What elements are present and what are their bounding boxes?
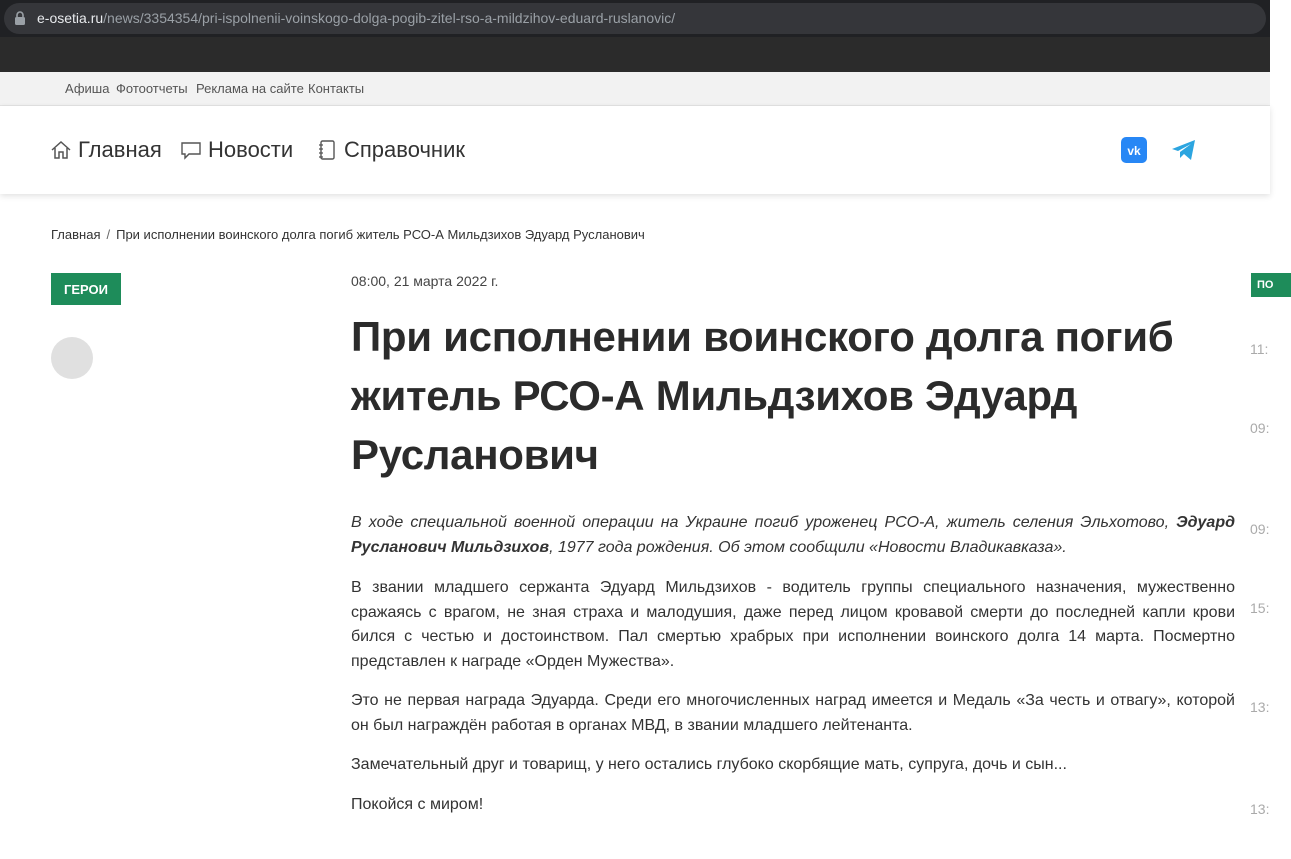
sidebar-time-4: 15: [1250,600,1270,616]
chat-bubble-icon [180,139,202,161]
top-nav-contacts[interactable]: Контакты [308,81,365,96]
main-nav-directory-label: Справочник [344,137,465,162]
site-header [0,106,1270,194]
article-paragraph-2: Это не первая награда Эдуарда. Среди его многочисленных наград имеется и Медаль «За честь и отвагу», которой он был награждён работая в органах МВД, в звании младшего лейтенанта. [351,692,1235,734]
top-nav-afisha[interactable]: Афиша [65,81,110,96]
article-title: При исполнении воинского долга погиб житель РСО-А Мильдзихов Эдуард Русланович [351,313,1174,478]
browser-address-bar [0,0,1270,37]
main-nav-news-label: Новости [208,137,294,162]
url-text [37,10,675,26]
top-utility-nav [0,72,1270,106]
article-paragraph-1: В звании младшего сержанта Эдуард Мильдзихов - водитель группы специального назначения, мужественно сражаясь с врагом, не зная страха и малодушия, даже перед лицом кровавой смерти до последней капли крови бился с честью и достоинством. Пал смертью храбрых при исполнении воинского долга 14 марта. Посмертно представлен к награде «Орден Мужества». [351,579,1235,670]
sidebar-tag[interactable]: ПО [1251,273,1291,297]
sidebar-time-5: 13: [1250,699,1270,715]
vk-icon[interactable] [1121,137,1147,163]
article-paragraph-3: Замечательный друг и товарищ, у него остались глубоко скорбящие мать, супруга, дочь и сын... [351,756,1067,773]
url-host: e-osetia.ru [37,10,104,26]
main-nav-directory[interactable] [316,136,465,164]
article-body [351,511,1235,832]
lead-text-start: В ходе специальной военной операции на Украине погиб уроженец РСО-А, житель селения Эльхотово, [351,514,1177,531]
telegram-icon[interactable] [1171,137,1197,163]
article-date: 08:00, 21 марта 2022 г. [351,273,499,289]
lead-name: Эдуард Русланович Мильдзихов [351,514,1235,556]
notebook-icon [316,139,338,161]
top-nav-photo-reports[interactable]: Фотоотчеты [116,81,188,96]
url-field[interactable] [4,3,1266,34]
browser-toolbar-strip [0,37,1270,72]
svg-text:vk: vk [1127,144,1141,158]
url-path: /news/3354354/pri-ispolnenii-voinskogo-dolga-pogib-zitel-rso-a-mildzihov-eduard-ruslanovic/ [103,10,676,26]
top-nav-advertising[interactable]: Реклама на сайте [196,81,304,96]
breadcrumb-home[interactable]: Главная [51,227,101,242]
category-tag[interactable]: ГЕРОИ [51,273,121,305]
sidebar-time-3: 09: [1250,521,1270,537]
breadcrumb [51,227,645,242]
home-icon [50,139,72,161]
main-nav-home[interactable] [50,136,162,164]
breadcrumb-separator: / [106,227,111,242]
lock-icon [14,11,26,26]
article-paragraph-4: Покойся с миром! [351,795,484,813]
author-avatar [51,337,93,379]
sidebar-time-1: 11: [1250,341,1269,357]
sidebar-time-2: 09: [1250,420,1270,436]
lead-text-end: , 1977 года рождения. Об этом сообщили «Новости Владикавказа». [549,538,1067,556]
article-lead [351,511,1235,560]
main-nav-home-label: Главная [78,137,162,162]
breadcrumb-current: При исполнении воинского долга погиб житель РСО-А Мильдзихов Эдуард Русланович [116,227,645,242]
sidebar-time-6: 13: [1250,801,1270,817]
main-nav-news[interactable] [180,136,293,164]
